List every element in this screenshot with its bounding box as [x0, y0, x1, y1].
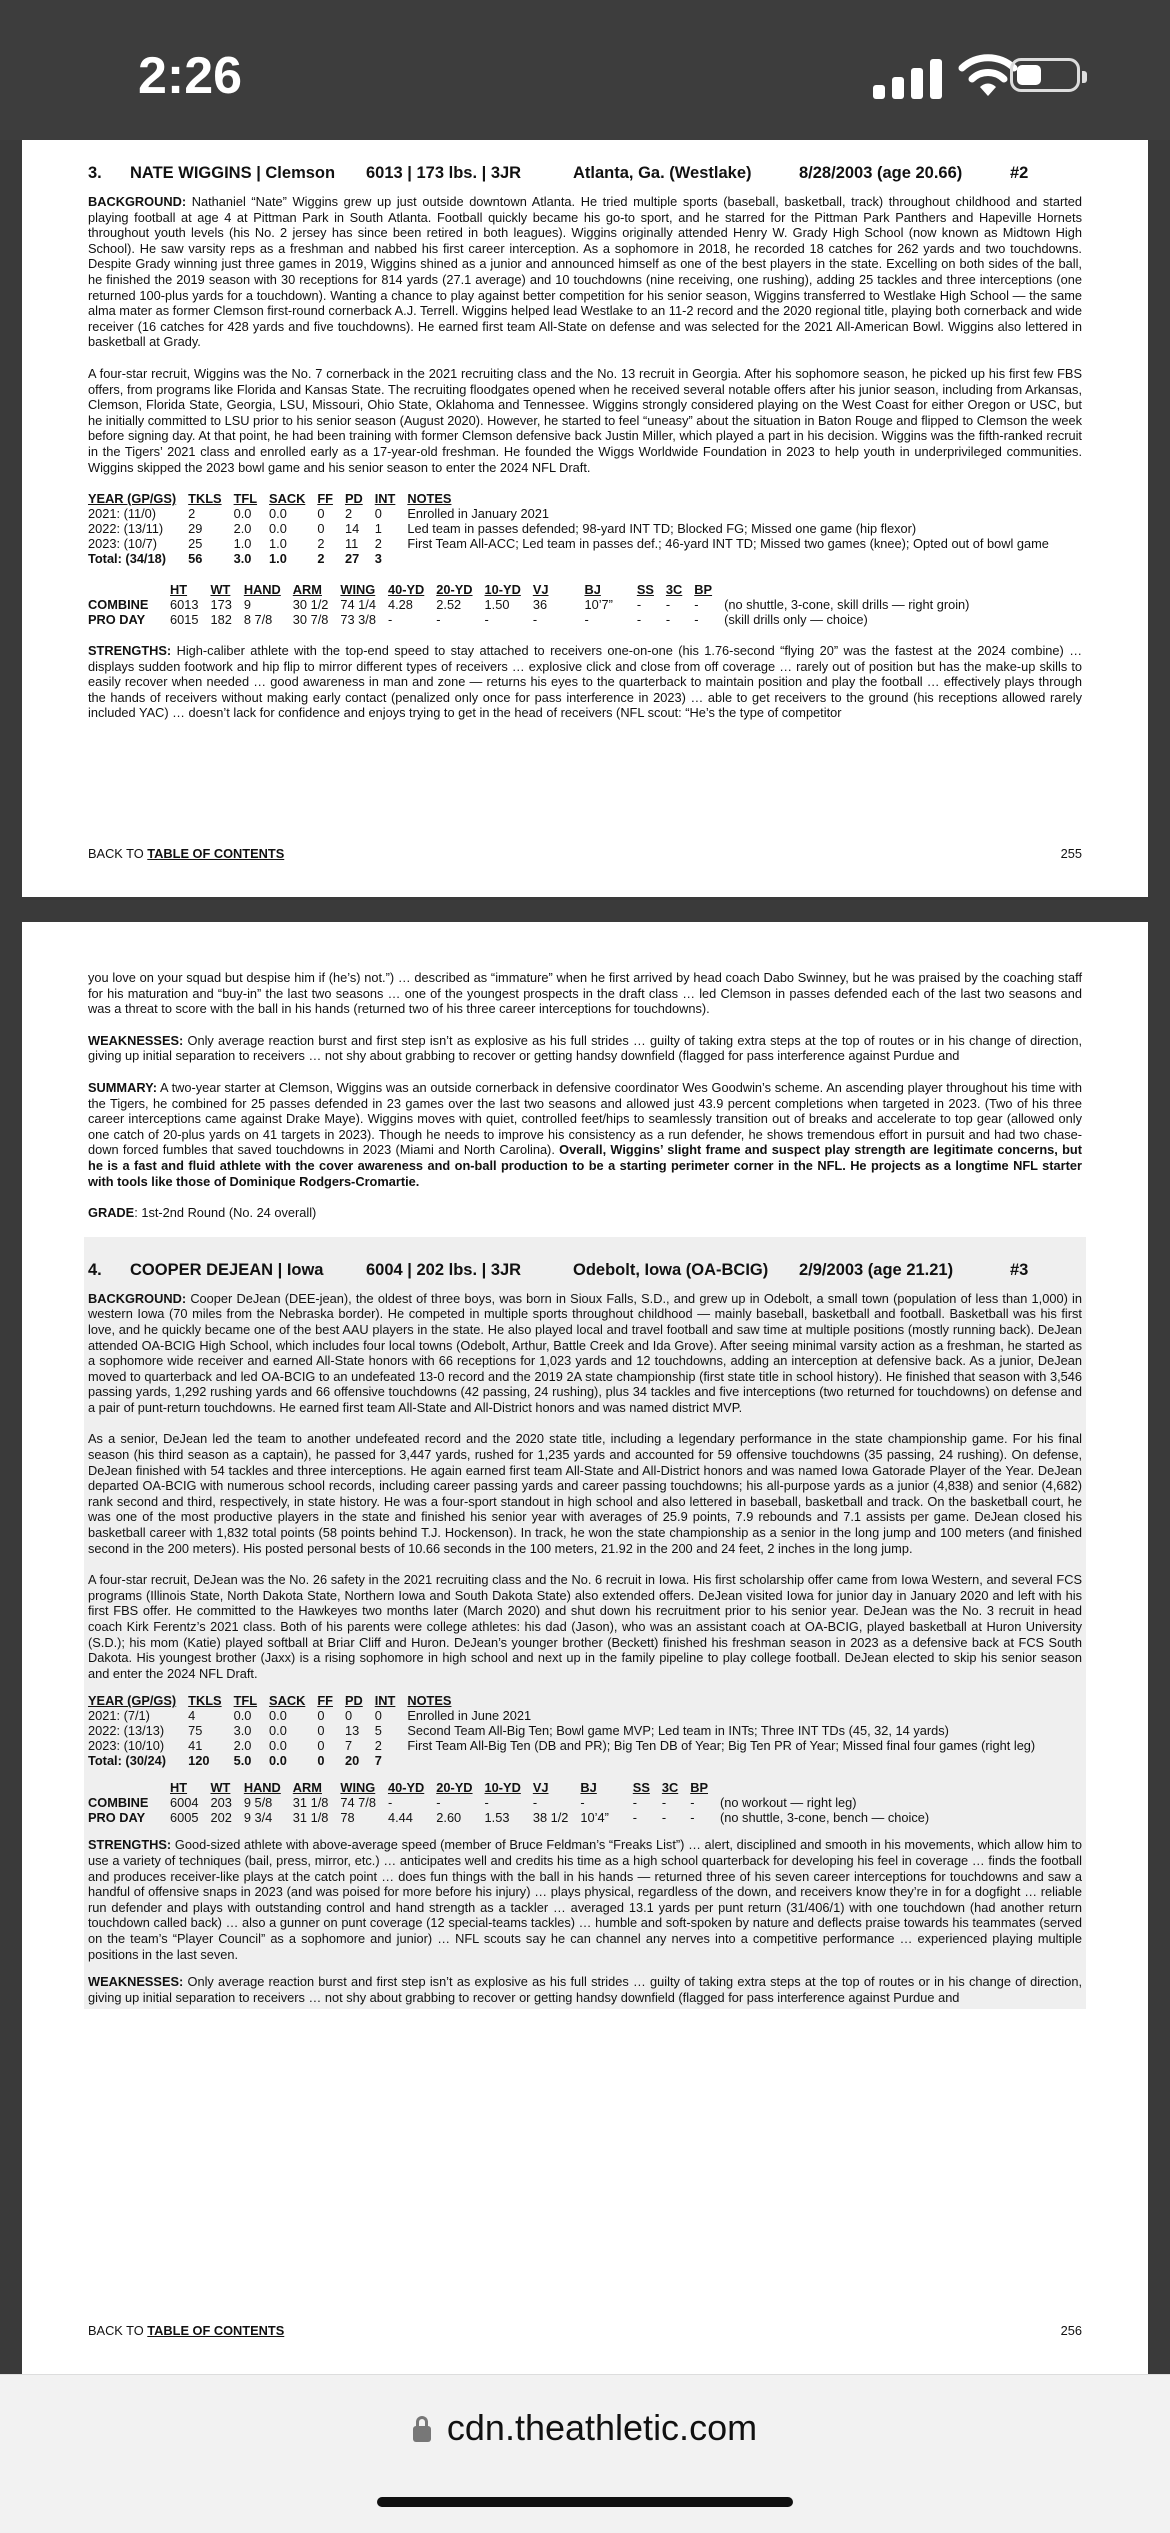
table-header-cell: SACK — [269, 1693, 306, 1709]
table-header-cell: SS — [632, 1780, 650, 1796]
table-cell: 0 — [374, 1708, 382, 1724]
measurables-header-row — [88, 582, 981, 597]
background-paragraph: BACKGROUND: Cooper DeJean (DEE-jean), the oldest of three boys, was born in Sioux Falls, S.D., and grew up in Odebolt, a small town (population of less than 1,000) in western Iowa (70 miles from the Nebraska border). He competed in multiple sports throughout childhood — mainly baseball, basketball and football. Basketball was his first love, and he quickly became one of the best AAU players in the state. He also played local and travel football and saw time at multiple positions (mostly running back). DeJean attended OA-BCIG High School, which includes four local towns (Odebolt, Arthur, Battle Creek and Ida Grove). After seeing minimal varsity action as a freshman, he started as a sophomore wide receiver and earned All-State honors with 66 receptions for 1,023 yards and 12 touchdowns, adding an interception at defensive back. As a junior, DeJean moved to quarterback and led OA-BCIG to an undefeated 13-0 record and the 2019 2A state championship (first state title in school history). He finished that season with 3,546 passing yards, 1,292 rushing yards and 66 offensive touchdowns (42 passing, 24 rushing), plus 34 tackles and five interceptions (two returned for touchdowns) on defense and a pair of punt-return touchdowns. He earned first team All-State and All-District honors and was named district MVP. — [88, 1290, 1082, 1415]
table-header-cell: 10-YD — [484, 582, 521, 598]
table-cell: 11 — [344, 536, 359, 552]
address-bar[interactable] — [0, 2407, 1170, 2449]
table-header-cell: HT — [170, 1780, 188, 1796]
page-footer: BACK TO TABLE OF CONTENTS 256 — [88, 2323, 1082, 2338]
table-header-cell: HAND — [243, 582, 281, 598]
prospect-measure: 6004 | 202 lbs. | 3JR — [366, 1260, 522, 1279]
table-header-cell: WT — [210, 1780, 231, 1796]
table-cell: 0 — [317, 1708, 325, 1724]
table-cell: - — [665, 597, 671, 613]
table-header-cell: WING — [340, 1780, 376, 1796]
table-cell: 1.53 — [484, 1810, 510, 1826]
table-cell: 173 — [210, 597, 232, 613]
table-cell: 1.50 — [484, 597, 510, 613]
table-cell: - — [636, 597, 642, 613]
table-cell: 120 — [188, 1753, 210, 1769]
table-cell: - — [661, 1795, 667, 1811]
table-cell: 30 1/2 — [292, 597, 329, 613]
strengths-paragraph: STRENGTHS: High-caliber athlete with the top-end speed to stay attached to receivers one-on-one (his 1.76-second “flying 20” was the fastest at the 2024 combine) … displays sudden footwork and hip flip to mirror different types of receivers … explosive click and close from off coverage … rarely out of position but has the make-up skills to easily recover when needed … good awareness in man and zone — returns his eyes to the quarterback to maintain position and play the football … effectively plays through the hands of receivers without making early contact (penalized only once for pass interference in 2023) … able to get receivers to the ground (his receptions allowed rarely included YAC) … doesn’t lack for confidence and enjoys trying to get in the head of receivers (NFL scout: “He’s the type of competitor — [88, 643, 1082, 721]
table-cell: 31 1/8 — [292, 1795, 329, 1811]
table-cell: - — [584, 612, 589, 628]
table-row — [88, 536, 1061, 551]
table-cell: - — [532, 612, 538, 628]
table-header-cell: NOTES — [407, 1693, 452, 1709]
table-header-cell: FF — [317, 1693, 333, 1709]
table-cell: 9 5/8 — [243, 1795, 273, 1811]
cellular-signal-icon — [873, 55, 943, 99]
table-header-cell: 3C — [665, 582, 683, 598]
table-cell: 41 — [188, 1738, 203, 1754]
table-cell: 2 — [317, 551, 325, 567]
table-cell: - — [532, 1795, 538, 1811]
table-cell: 1.0 — [269, 536, 287, 552]
table-cell — [407, 1753, 1047, 1768]
table-cell: 0 — [374, 506, 382, 522]
table-header-cell: ARM — [292, 582, 322, 598]
table-cell: 8 7/8 — [243, 612, 273, 628]
table-header-cell: SS — [636, 582, 654, 598]
table-cell: 2022: (13/13) — [88, 1723, 165, 1739]
weaknesses-paragraph: WEAKNESSES: Only average reaction burst and first step isn’t as explosive as his full strides … guilty of taking extra steps at the top of routes or in his change of direction, giving up initial separation to receivers … not shy about grabbing to recover or getting handsy downfield (flagged for pass interference against Purdue and — [88, 1032, 1082, 1064]
summary-paragraph: SUMMARY: A two-year starter at Clemson, Wiggins was an outside cornerback in defensive coordinator Wes Goodwin’s scheme. An ascending player throughout his time with the Tigers, he combined for 25 passes defended in 23 games over the last two seasons and allowed just 43.9 percent completions when targeted in 2023. (Two of his three career interceptions came against Drake Maye). Wiggins moves with quiet, controlled feet/hips to seamlessly transition out of breaks and accelerate to top gear (allowed only one catch of 20-plus yards on 41 targets in 2023). Though he needs to improve his consistency as a run defender, he shows tremendous effort in pursuit and had two chase-down forced fumbles that saved touchdowns in 2023 (Miami and North Carolina). Overall, Wiggins’ slight frame and suspect play strength are legitimate concerns, but he is a fast and fluid athlete with the cover awareness and on-ball production to be a starting perimeter corner in the NFL. He projects as a longtime NFL starter with tools like those of Dominique Rodgers-Cromartie. — [88, 1079, 1082, 1189]
table-row — [88, 597, 981, 612]
table-cell: 0.0 — [269, 1738, 287, 1754]
prospect-dob: 2/9/2003 (age 21.21) — [799, 1260, 954, 1279]
table-cell: Total: (30/24) — [88, 1753, 166, 1769]
table-row — [88, 1810, 941, 1825]
table-cell: - — [436, 612, 441, 628]
table-cell: 2 — [317, 536, 325, 552]
table-cell: 10’4” — [580, 1810, 609, 1826]
prospect-measure: 6013 | 173 lbs. | 3JR — [366, 164, 522, 182]
table-cell: 56 — [188, 551, 203, 567]
table-cell: 6005 — [170, 1810, 199, 1826]
prospect-hometown: Odebolt, Iowa (OA-BCIG) — [573, 1260, 769, 1279]
strengths-continued-paragraph: you love on your squad but despise him if (he’s) not.”) … described as “immature” when he first arrived by head coach Dabo Swinney, but he was praised by the coaching staff for his maturation and “buy-in” the last two seasons … one of the youngest prospects in the draft class … led Clemson in passes defended each of the last two seasons and was a threat to score with the ball in his hands (returned two of his three career interceptions for touchdowns). — [88, 970, 1082, 1017]
table-cell: 25 — [188, 536, 203, 552]
table-cell: First Team All-ACC; Led team in passes def.; 46-yard INT TD; Missed two games (knee); Opted out of bowl game — [407, 536, 1049, 552]
table-header-cell: BJ — [580, 1780, 597, 1796]
table-cell: 2 — [188, 506, 196, 522]
table-header-cell: BP — [694, 582, 713, 598]
page-number: 255 — [1060, 846, 1082, 861]
table-header-cell: 3C — [661, 1780, 679, 1796]
table-row — [88, 506, 1061, 521]
table-cell: 78 — [340, 1810, 355, 1826]
table-row-total — [88, 1753, 1047, 1768]
table-cell: 30 7/8 — [292, 612, 329, 628]
table-header-cell: SACK — [269, 491, 306, 507]
prospect-section-dejean — [84, 1237, 1086, 2010]
wifi-icon — [958, 50, 1018, 100]
table-cell: 2022: (13/11) — [88, 521, 164, 537]
table-header-cell: TFL — [233, 1693, 258, 1709]
table-cell: - — [694, 597, 699, 613]
page-footer: BACK TO TABLE OF CONTENTS 255 — [88, 846, 1082, 861]
table-header-cell: HAND — [243, 1780, 281, 1796]
table-cell: 2021: (7/1) — [88, 1708, 150, 1724]
document-page-255 — [22, 140, 1148, 897]
page-number: 256 — [1060, 2323, 1082, 2338]
table-cell: 182 — [210, 612, 232, 628]
table-of-contents-link[interactable]: TABLE OF CONTENTS — [147, 846, 285, 861]
table-header-cell: 40-YD — [387, 582, 425, 598]
table-header-cell: WING — [340, 582, 376, 598]
table-cell: 1.0 — [233, 536, 252, 552]
table-cell: 2 — [344, 506, 353, 522]
table-cell: 0.0 — [269, 521, 287, 537]
stats-table — [88, 491, 1061, 566]
measurables-table — [88, 1780, 941, 1825]
table-cell: Enrolled in June 2021 — [407, 1708, 532, 1724]
table-row — [88, 1708, 1047, 1723]
prospect-number: 3. — [88, 164, 102, 182]
table-header-cell — [720, 1780, 941, 1795]
table-header-cell: PD — [344, 1693, 363, 1709]
table-header-cell — [724, 582, 981, 597]
table-header-cell: PD — [344, 491, 363, 507]
table-row — [88, 1723, 1047, 1738]
table-cell: 36 — [532, 597, 548, 613]
table-row-total — [88, 551, 1061, 566]
table-cell: - — [661, 1810, 667, 1826]
table-header-cell: TFL — [233, 491, 258, 507]
battery-icon — [1010, 58, 1080, 92]
table-cell: 6013 — [170, 597, 199, 613]
table-header-cell: 40-YD — [387, 1780, 425, 1796]
table-header-cell: BP — [690, 1780, 708, 1796]
table-cell: 0.0 — [233, 1708, 252, 1724]
table-cell: 1 — [374, 521, 382, 537]
table-cell: 1.0 — [269, 551, 287, 567]
table-cell: First Team All-Big Ten (DB and PR); Big Ten DB of Year; Big Ten PR of Year; Missed final four games (right leg) — [407, 1738, 1036, 1754]
table-cell: 27 — [344, 551, 360, 567]
table-cell: 2 — [374, 1738, 382, 1754]
table-header-cell: TKLS — [188, 491, 222, 507]
table-header-cell — [88, 582, 170, 597]
table-cell: 0 — [317, 1738, 325, 1754]
table-cell: 0 — [317, 1753, 325, 1769]
prospect-name: COOPER DEJEAN | Iowa — [130, 1260, 324, 1279]
table-cell: 0 — [317, 1723, 325, 1739]
table-cell: 2.0 — [233, 1738, 252, 1754]
table-cell: PRO DAY — [88, 612, 146, 628]
table-cell: 6004 — [170, 1795, 199, 1811]
table-header-cell: YEAR (GP/GS) — [88, 491, 177, 507]
recruiting-paragraph: A four-star recruit, DeJean was the No. 26 safety in the 2021 recruiting class and the No. 6 recruit in Iowa. His first scholarship offer came from Iowa Western, and several FCS programs (Illinois State, North Dakota State, Northern Iowa and South Dakota State) also extended offers. DeJean visited Iowa for junior day in January 2020 and left with his first FBS offer. He committed to the Hawkeyes two months later (March 2020) and shut down his recruitment prior to his senior year. DeJean was the No. 3 recruit in head coach Kirk Ferentz’s 2021 class. Both of his parents were college athletes: his dad (Jason), who was an assistant coach at OA-BCIG, played basketball at Huron University (S.D.); his mom (Katie) played softball at Briar Cliff and Huron. DeJean’s younger brother (Beckett) finished his freshman season in 2023 as a defensive back at FCS South Dakota. His youngest brother (Jaxx) is a rising sophomore in high school and next up in the family pipeline to play college football. DeJean elected to skip his senior season and enter the 2024 NFL Draft. — [88, 1572, 1082, 1681]
table-row — [88, 612, 981, 627]
table-cell: (no shuttle, 3-cone, bench — choice) — [720, 1810, 930, 1826]
table-cell: - — [484, 612, 489, 628]
table-cell: 0.0 — [269, 506, 287, 522]
table-cell: 6015 — [170, 612, 199, 628]
table-header-cell: ARM — [292, 1780, 322, 1796]
table-cell: 29 — [188, 521, 203, 537]
table-cell: 14 — [344, 521, 360, 537]
table-cell: 9 3/4 — [243, 1810, 273, 1826]
table-cell: 2023: (10/10) — [88, 1738, 165, 1754]
table-cell: - — [484, 1795, 489, 1811]
table-cell: - — [636, 612, 642, 628]
table-cell: Led team in passes defended; 98-yard INT TD; Blocked FG; Missed one game (hip flexor) — [407, 521, 917, 537]
table-header-cell: 10-YD — [484, 1780, 521, 1796]
status-time: 2:26 — [138, 47, 243, 105]
table-cell: 203 — [210, 1795, 232, 1811]
prospect-name: NATE WIGGINS | Clemson — [130, 164, 336, 182]
table-cell — [407, 551, 1061, 566]
grade-line: GRADE: 1st-2nd Round (No. 24 overall) — [88, 1205, 317, 1221]
table-row — [88, 521, 1061, 536]
table-cell: (no workout — right leg) — [720, 1795, 857, 1811]
table-cell: 3.0 — [233, 551, 252, 567]
table-cell: - — [690, 1795, 695, 1811]
table-cell: 7 — [344, 1738, 353, 1754]
table-cell: 73 3/8 — [340, 612, 376, 628]
table-cell: 0.0 — [269, 1753, 287, 1769]
weaknesses-paragraph: WEAKNESSES: Only average reaction burst and first step isn’t as explosive as his full strides … guilty of taking extra steps at the top of routes or in his change of direction, giving up initial separation to receivers … not shy about grabbing to recover or getting handsy downfield (flagged for pass interference against Purdue and — [88, 1974, 1082, 2005]
recruiting-paragraph: A four-star recruit, Wiggins was the No. 7 cornerback in the 2021 recruiting class and the No. 13 recruit in Georgia. After his sophomore season, he picked up his first few FBS offers, from programs like Florida and Kansas State. The recruiting floodgates opened when he received several notable offers after his junior season, including from Arkansas, Clemson, Florida State, Georgia, LSU, Missouri, Ohio State, Oklahoma and Tennessee. Wiggins strongly considered playing on the West Coast for either Oregon or USC, but he initially committed to LSU prior to his senior season (August 2020). However, he started to feel “uneasy” about the situation in Baton Rouge and flipped to Clemson the week before signing day. At that point, he had been training with former Clemson defensive back Justin Miller, which played a part in his decision. Wiggins was the fifth-ranked recruit in the Tigers’ 2021 class and enrolled early as a 17-year-old freshman. He founded the Wiggs Worldwide Foundation in 2023 to help youth in underprivileged communities. Wiggins skipped the 2023 bowl game and his senior season to enter the 2024 NFL Draft. — [88, 365, 1082, 475]
table-cell: 9 — [243, 597, 251, 613]
table-cell: 0 — [344, 1708, 353, 1724]
table-header-cell: 20-YD — [436, 1780, 473, 1796]
prospect-header — [88, 140, 1082, 194]
table-cell: - — [387, 612, 393, 628]
table-row — [88, 1795, 941, 1810]
table-cell: 2023: (10/7) — [88, 536, 158, 552]
table-cell: 2 — [374, 536, 382, 552]
table-cell: 0.0 — [269, 1708, 287, 1724]
strengths-paragraph: STRENGTHS: Good-sized athlete with above-average speed (member of Bruce Feldman’s “Freaks List”) … alert, disciplined and smooth in his movements, which allow him to use a variety of techniques (bail, press, mirror, etc.) … anticipates well and credits his time as a high school quarterback for developing his feel in coverage … finds the football and produces receiver-like plays at the catch point … does fun things with the ball in his hands — returned three of his seven career interceptions for touchdowns and saw a handful of offensive snaps in 2023 (and was poised for more before his injury) … plays physical, regardless of the down, and receivers know they’re in for a dogfight … reliable run defender and plays with outstanding control and hand strength as a tackler … averaged 13.1 yards per punt return (31/406/1) with one touchdown (had another return touchdown called back) … also a gunner on punt coverage (12 special-teams tackles) … humble and soft-spoken by nature and deflects praise towards his teammates (served on the team’s “Player Council” as a sophomore and junior) … NFL scouts say he can channel any nerves into a competitive performance … experienced playing multiple positions in the last seven. — [88, 1837, 1083, 1962]
table-cell: 3 — [374, 551, 382, 567]
table-cell: 2.0 — [233, 521, 252, 537]
prospect-number: 4. — [88, 1260, 102, 1279]
table-cell: 5.0 — [233, 1753, 252, 1769]
document-page-256 — [22, 922, 1148, 2374]
home-indicator[interactable] — [377, 2497, 793, 2507]
table-cell: 3.0 — [233, 1723, 252, 1739]
measurables-header-row — [88, 1780, 941, 1795]
table-header-cell: HT — [170, 582, 188, 598]
table-cell: 10’7” — [584, 597, 613, 613]
table-cell: Second Team All-Big Ten; Bowl game MVP; Led team in INTs; Three INT TDs (45, 32, 14 yards) — [407, 1723, 949, 1739]
table-cell: - — [580, 1795, 585, 1811]
table-cell: 75 — [188, 1723, 203, 1739]
status-bar — [0, 0, 1170, 140]
background-paragraph: BACKGROUND: Nathaniel “Nate” Wiggins grew up just outside downtown Atlanta. He tried multiple sports (baseball, basketball, track) throughout childhood and started playing football at age 4 at Pittman Park in South Atlanta. Football quickly became his go-to sport, and he starred for the Pittman Park Panthers and Hapeville Hornets throughout youth levels (his No. 2 jersey has since been retired in both leagues). Wiggins originally attended Henry W. Grady High School (now known as Midtown High School). He saw varsity reps as a freshman and nabbed his first career interception. As a sophomore in 2018, he recorded 18 catches for 262 yards and two touchdowns. Despite Grady winning just three games in 2019, Wiggins shined as a junior and announced himself as one of the best players in the state. Excelling on both sides of the ball, he finished the 2019 season with 30 receptions for 814 yards (27.1 average) and 10 touchdowns (nine receiving, one rushing), adding 25 tackles and three interceptions (one returned 100-plus yards for a touchdown). Wanting a chance to play against better competition for his senior season, Wiggins transferred to Westlake High School — the same alma mater as former Clemson first-round cornerback A.J. Terrell. Wiggins helped lead Westlake to an 11-2 record and the 2020 regional title, playing both cornerback and wide receiver (16 catches for 428 yards and five touchdowns). He earned first team All-State on defense and was selected for the 2021 All-American Bowl. Wiggins also lettered in basketball at Grady. — [88, 194, 1082, 350]
browser-bottom-bar — [0, 2374, 1170, 2533]
table-header-cell: WT — [210, 582, 231, 598]
table-cell: COMBINE — [88, 1795, 149, 1811]
table-cell: PRO DAY — [88, 1810, 146, 1826]
table-cell: 13 — [344, 1723, 360, 1739]
senior-season-paragraph: As a senior, DeJean led the team to another undefeated record and the 2020 state title, including a legendary performance in the state championship game. For his final season (his third season as a captain), he passed for 3,447 yards, rushed for 1,235 yards and accounted for 59 offensive touchdowns (35 passing, 24 rushing). On defense, DeJean finished with 54 tackles and three interceptions. He again earned first team All-State and All-District honors and was named Iowa Gatorade Player of the Year. DeJean departed OA-BCIG with numerous school records, including career passing yards and career passing touchdowns; his all-purpose yards as a junior (4,838) and senior (4,682) rank second and third, respectively, in state history. He was a four-sport standout in high school and also lettered in baseball, basketball and track. On the basketball court, he was one of the most productive players in the state and finished his senior year with averages of 25.9 points, 7.9 rebounds and 7.1 assists per game. DeJean closed his basketball career with 1,832 total points (58 points behind T.J. Hockenson). In track, he won the state championship as a senior in the long jump and 100 meters (and finished second in the 200 meters). His posted personal bests of 10.66 seconds in the 100 meters, 21.92 in the 200 and 24 feet, 2 inches in the long jump. — [88, 1431, 1082, 1556]
prospect-hometown: Atlanta, Ga. (Westlake) — [573, 164, 752, 182]
table-row — [88, 1738, 1047, 1753]
table-header-cell: BJ — [584, 582, 601, 598]
table-cell: 4.28 — [387, 597, 413, 613]
table-header-cell: YEAR (GP/GS) — [88, 1693, 177, 1709]
table-cell: 2.60 — [436, 1810, 462, 1826]
table-header-cell: INT — [374, 1693, 396, 1709]
stats-header-row — [88, 491, 1061, 506]
table-cell: - — [632, 1810, 638, 1826]
table-cell: - — [387, 1795, 393, 1811]
table-of-contents-link[interactable]: TABLE OF CONTENTS — [147, 2323, 285, 2338]
table-cell: 2021: (11/0) — [88, 506, 157, 522]
table-header-cell: VJ — [532, 582, 549, 598]
table-cell: 0 — [317, 521, 325, 537]
table-cell: 74 7/8 — [340, 1795, 376, 1811]
table-cell: 20 — [344, 1753, 360, 1769]
table-cell: Total: (34/18) — [88, 551, 166, 567]
table-cell: - — [436, 1795, 441, 1811]
table-header-cell: INT — [374, 491, 396, 507]
table-header-cell: VJ — [532, 1780, 549, 1796]
table-header-cell: NOTES — [407, 491, 452, 507]
table-cell: 0 — [317, 506, 325, 522]
prospect-rank: #2 — [1010, 164, 1029, 182]
table-cell: 31 1/8 — [292, 1810, 329, 1826]
table-cell: - — [690, 1810, 695, 1826]
table-cell: 74 1/4 — [340, 597, 376, 613]
table-cell: 7 — [374, 1753, 382, 1769]
table-cell: COMBINE — [88, 597, 149, 613]
measurables-table — [88, 582, 981, 627]
prospect-dob: 8/28/2003 (age 20.66) — [799, 164, 963, 182]
table-cell: 0.0 — [269, 1723, 287, 1739]
table-cell: 0.0 — [233, 506, 252, 522]
table-cell: 38 1/2 — [532, 1810, 569, 1826]
table-header-cell: 20-YD — [436, 582, 473, 598]
table-header-cell: FF — [317, 491, 333, 507]
table-cell: - — [665, 612, 671, 628]
stats-table — [88, 1693, 1047, 1768]
table-cell: 5 — [374, 1723, 382, 1739]
lock-icon — [413, 2426, 431, 2442]
table-cell: - — [694, 612, 699, 628]
table-cell: - — [632, 1795, 638, 1811]
url-text: cdn.theathletic.com — [446, 2407, 758, 2448]
table-cell: Enrolled in January 2021 — [407, 506, 549, 522]
table-cell: 2.52 — [436, 597, 462, 613]
table-header-cell — [88, 1780, 170, 1795]
stats-header-row — [88, 1693, 1047, 1708]
prospect-header — [88, 1237, 1082, 1291]
table-cell: 4 — [188, 1708, 196, 1724]
table-cell: (skill drills only — choice) — [724, 612, 868, 628]
table-cell: 4.44 — [387, 1810, 413, 1826]
table-cell: (no shuttle, 3-cone, skill drills — right groin) — [724, 597, 970, 613]
table-cell: 202 — [210, 1810, 232, 1826]
prospect-rank: #3 — [1010, 1260, 1029, 1279]
table-header-cell: TKLS — [188, 1693, 222, 1709]
